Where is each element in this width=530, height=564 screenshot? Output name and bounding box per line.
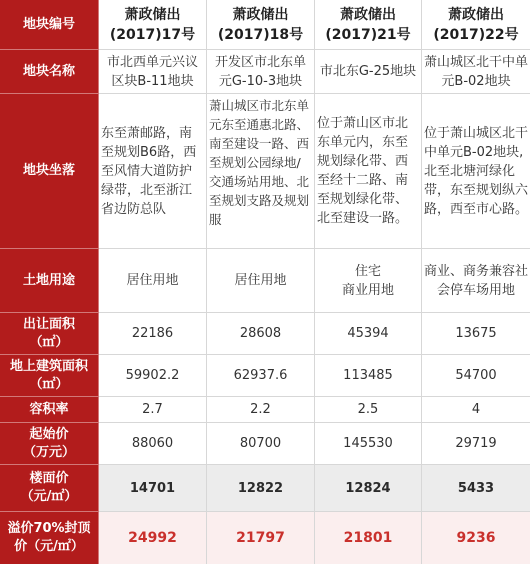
table-cell: 2.5 [315, 397, 422, 423]
table-cell: 市北东G-25地块 [315, 50, 422, 94]
table-cell: 位于萧山城区北干中单元B-02地块,北至北塘河绿化带，东至规划纵六路，西至市心路。 [422, 94, 530, 249]
row-label-name: 地块名称 [0, 50, 99, 94]
table-cell: 商业、商务兼容社会停车场用地 [422, 249, 530, 313]
plot-header-21: 萧政储出 (2017)21号 [315, 0, 422, 50]
table-cell: 12822 [207, 465, 315, 512]
row-label-usage: 土地用途 [0, 249, 99, 313]
table-cell: 113485 [315, 355, 422, 397]
row-label-area: 出让面积 （㎡） [0, 313, 99, 355]
plot-header-18: 萧政储出 (2017)18号 [207, 0, 315, 50]
table-cell: 62937.6 [207, 355, 315, 397]
table-cell: 80700 [207, 423, 315, 465]
table-cell: 21801 [315, 512, 422, 564]
table-cell: 24992 [99, 512, 207, 564]
table-row-name [0, 50, 530, 94]
table-row-start-price [0, 423, 530, 465]
table-row-area [0, 313, 530, 355]
table-cell: 9236 [422, 512, 530, 564]
table-cell: 54700 [422, 355, 530, 397]
row-label-far: 容积率 [0, 397, 99, 423]
table-cell: 88060 [99, 423, 207, 465]
table-cell: 28608 [207, 313, 315, 355]
plot-header-22: 萧政储出 (2017)22号 [422, 0, 530, 50]
table-cell: 居住用地 [99, 249, 207, 313]
table-cell: 145530 [315, 423, 422, 465]
table-cell: 5433 [422, 465, 530, 512]
table-row-cap-price [0, 512, 530, 564]
table-row-usage [0, 249, 530, 313]
table-cell: 59902.2 [99, 355, 207, 397]
table-header-row [0, 0, 530, 50]
table-row-far [0, 397, 530, 423]
table-cell: 萧山城区市北东单元东至通惠北路、南至建设一路、西至规划公园绿地/交通场站用地、北至规划支路及规划服 [207, 94, 315, 249]
table-cell: 萧山城区北干中单元B-02地块 [422, 50, 530, 94]
table-cell: 开发区市北东单元G-10-3地块 [207, 50, 315, 94]
table-cell: 22186 [99, 313, 207, 355]
row-label-floor-area: 地上建筑面积 （㎡） [0, 355, 99, 397]
table-cell: 位于萧山区市北东单元内，东至规划绿化带、西至经十二路、南至规划绿化带、北至建设一路。 [315, 94, 422, 249]
table-cell: 45394 [315, 313, 422, 355]
table-cell: 2.2 [207, 397, 315, 423]
table-cell: 住宅 商业用地 [315, 249, 422, 313]
table-cell: 21797 [207, 512, 315, 564]
table-cell: 4 [422, 397, 530, 423]
table-cell: 13675 [422, 313, 530, 355]
plot-header-17: 萧政储出 (2017)17号 [99, 0, 207, 50]
row-label-floor-price: 楼面价 （元/㎡） [0, 465, 99, 512]
table-row-location [0, 94, 530, 249]
row-label-start-price: 起始价 （万元） [0, 423, 99, 465]
table-row-floor-price [0, 465, 530, 512]
corner-header: 地块编号 [0, 0, 99, 50]
table-cell: 12824 [315, 465, 422, 512]
row-label-cap-price: 溢价70%封顶价（元/㎡） [0, 512, 99, 564]
table-cell: 2.7 [99, 397, 207, 423]
table-cell: 市北西单元兴议区块B-11地块 [99, 50, 207, 94]
table-row-floor-area [0, 355, 530, 397]
table-cell: 29719 [422, 423, 530, 465]
row-label-location: 地块坐落 [0, 94, 99, 249]
table-cell: 居住用地 [207, 249, 315, 313]
table-cell: 东至萧邮路，南至规划B6路，西至风情大道防护绿带，北至浙江省边防总队 [99, 94, 207, 249]
table-cell: 14701 [99, 465, 207, 512]
